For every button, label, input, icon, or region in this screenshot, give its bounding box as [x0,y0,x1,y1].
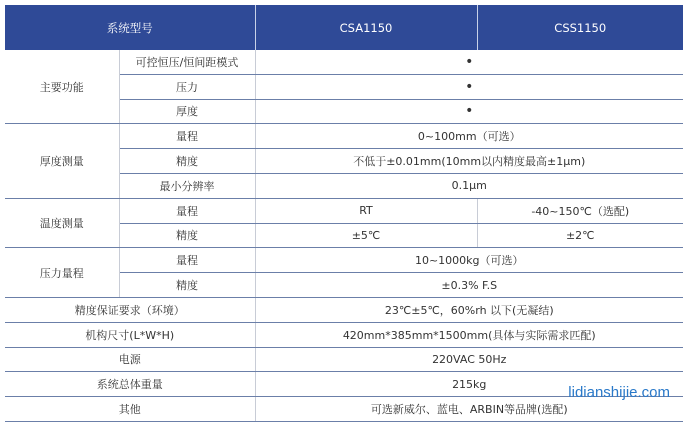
row-label-other: 其他 [5,397,255,422]
group-label-pressure: 压力量程 [5,248,119,298]
table-row [5,297,683,322]
item-value-csa: ±5℃ [255,223,477,248]
support-dot: • [255,74,683,99]
item-value: 0~100mm（可选） [255,124,683,149]
row-value-other: 可选新威尔、蓝电、ARBIN等品牌(选配) [255,397,683,422]
header-system-model: 系统型号 [5,5,255,50]
item-label: 压力 [119,74,255,99]
item-label: 可控恒压/恒间距模式 [119,50,255,74]
item-label: 最小分辨率 [119,173,255,198]
table-row [5,124,683,149]
row-value-environment: 23℃±5℃，60%rh 以下(无凝结) [255,297,683,322]
table-row [5,347,683,372]
table-row [5,50,683,74]
group-label-temperature: 温度测量 [5,198,119,248]
header-css1150: CSS1150 [477,5,683,50]
item-value-css: -40~150℃（选配) [477,198,683,223]
item-label: 精度 [119,223,255,248]
item-value: 不低于±0.01mm(10mm以内精度最高±1µm) [255,149,683,174]
group-label-main-function: 主要功能 [5,50,119,124]
item-value: 0.1µm [255,173,683,198]
row-value-power: 220VAC 50Hz [255,347,683,372]
row-label-power: 电源 [5,347,255,372]
item-label: 量程 [119,124,255,149]
item-label: 厚度 [119,99,255,124]
table-row [5,248,683,273]
item-value: 10~1000kg（可选） [255,248,683,273]
item-value-css: ±2℃ [477,223,683,248]
table-row [5,322,683,347]
row-label-weight: 系统总体重量 [5,372,255,397]
row-value-weight: 215kg [255,372,683,397]
item-value: ±0.3% F.S [255,273,683,298]
site-watermark: lidianshijie.com [568,384,670,401]
row-label-dimensions: 机构尺寸(L*W*H) [5,322,255,347]
row-label-environment: 精度保证要求（环境） [5,297,255,322]
row-value-dimensions: 420mm*385mm*1500mm(具体与实际需求匹配) [255,322,683,347]
group-label-thickness: 厚度测量 [5,124,119,198]
item-label: 精度 [119,273,255,298]
item-label: 量程 [119,198,255,223]
header-row [5,5,683,50]
item-label: 精度 [119,149,255,174]
table-row [5,198,683,223]
item-label: 量程 [119,248,255,273]
spec-table [5,5,683,422]
item-value-csa: RT [255,198,477,223]
header-csa1150: CSA1150 [255,5,477,50]
support-dot: • [255,99,683,124]
support-dot: • [255,50,683,74]
